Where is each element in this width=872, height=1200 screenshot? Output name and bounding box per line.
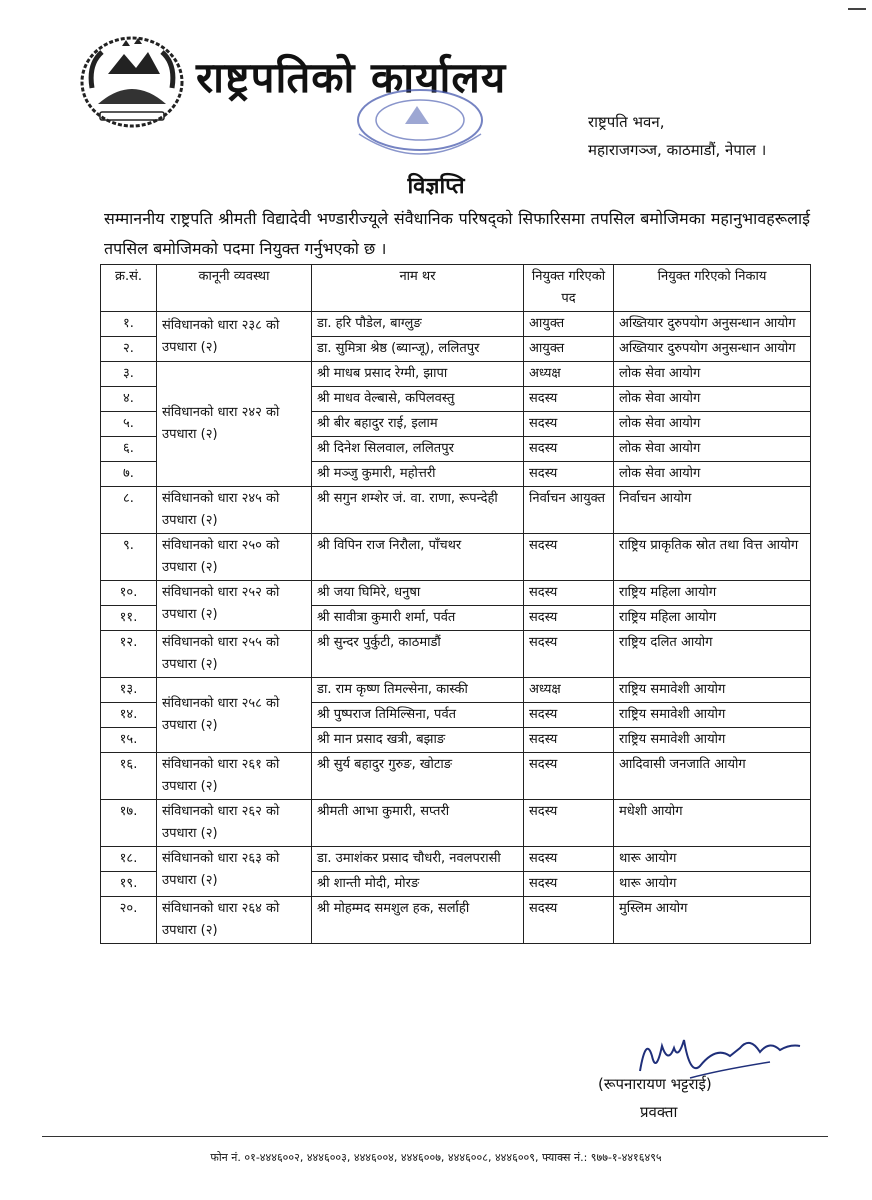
row-name: श्री विपिन राज निरौला, पाँचथर xyxy=(312,534,524,581)
row-name: श्री शान्ती मोदी, मोरङ xyxy=(312,872,524,897)
row-post: सदस्य xyxy=(524,606,614,631)
row-post: सदस्य xyxy=(524,800,614,847)
row-sn: ७. xyxy=(101,462,157,487)
col-header-post: नियुक्त गरिएको पद xyxy=(524,265,614,312)
office-address xyxy=(588,108,766,164)
office-name: राष्ट्रपतिको कार्यालय xyxy=(196,53,507,102)
table-row xyxy=(101,631,811,678)
row-body: राष्ट्रिय महिला आयोग xyxy=(614,606,811,631)
row-body: अख्तियार दुरुपयोग अनुसन्धान आयोग xyxy=(614,337,811,362)
row-body: निर्वाचन आयोग xyxy=(614,487,811,534)
row-post: सदस्य xyxy=(524,387,614,412)
row-post: सदस्य xyxy=(524,534,614,581)
row-law: संविधानको धारा २४५ को उपधारा (२) xyxy=(157,487,312,534)
row-name: डा. उमाशंकर प्रसाद चौधरी, नवलपरासी xyxy=(312,847,524,872)
row-body: राष्ट्रिय समावेशी आयोग xyxy=(614,678,811,703)
row-sn: १६. xyxy=(101,753,157,800)
table-row xyxy=(101,487,811,534)
table-row xyxy=(101,312,811,337)
row-sn: ४. xyxy=(101,387,157,412)
col-header-sn: क्र.सं. xyxy=(101,265,157,312)
row-sn: १७. xyxy=(101,800,157,847)
row-law: संविधानको धारा २३८ को उपधारा (२) xyxy=(157,312,312,362)
row-law: संविधानको धारा २६१ को उपधारा (२) xyxy=(157,753,312,800)
row-body: राष्ट्रिय प्राकृतिक स्रोत तथा वित्त आयोग xyxy=(614,534,811,581)
row-post: सदस्य xyxy=(524,872,614,897)
row-post: सदस्य xyxy=(524,728,614,753)
row-name: श्री मोहम्मद समशुल हक, सर्लाही xyxy=(312,897,524,944)
row-body: थारू आयोग xyxy=(614,847,811,872)
signer-name: (रूपनारायण भट्टराई) xyxy=(598,1075,712,1093)
national-emblem-logo xyxy=(78,34,186,130)
row-sn: ३. xyxy=(101,362,157,387)
row-law: संविधानको धारा २५५ को उपधारा (२) xyxy=(157,631,312,678)
row-sn: १५. xyxy=(101,728,157,753)
row-post: सदस्य xyxy=(524,437,614,462)
row-name: डा. राम कृष्ण तिमल्सेना, कास्की xyxy=(312,678,524,703)
row-post: अध्यक्ष xyxy=(524,362,614,387)
row-post: सदस्य xyxy=(524,581,614,606)
table-row xyxy=(101,534,811,581)
row-sn: १०. xyxy=(101,581,157,606)
row-sn: ५. xyxy=(101,412,157,437)
address-line-2: महाराजगञ्ज, काठमाडौं, नेपाल । xyxy=(588,141,767,159)
row-body: मुस्लिम आयोग xyxy=(614,897,811,944)
row-post: सदस्य xyxy=(524,753,614,800)
row-law: संविधानको धारा २६३ को उपधारा (२) xyxy=(157,847,312,897)
row-law: संविधानको धारा २५८ को उपधारा (२) xyxy=(157,678,312,753)
table-header-row xyxy=(101,265,811,312)
row-body: राष्ट्रिय समावेशी आयोग xyxy=(614,728,811,753)
row-sn: १३. xyxy=(101,678,157,703)
table-row xyxy=(101,678,811,703)
row-post: सदस्य xyxy=(524,703,614,728)
row-body: राष्ट्रिय समावेशी आयोग xyxy=(614,703,811,728)
row-sn: १९. xyxy=(101,872,157,897)
table-row xyxy=(101,753,811,800)
row-sn: ६. xyxy=(101,437,157,462)
col-header-body: नियुक्त गरिएको निकाय xyxy=(614,265,811,312)
table-row xyxy=(101,362,811,387)
row-sn: २. xyxy=(101,337,157,362)
row-name: श्री सुन्दर पुर्कुटी, काठमाडौं xyxy=(312,631,524,678)
page-edge-mark xyxy=(848,8,866,10)
footer-contact: फोन नं. ०१-४४४६००२, ४४४६००३, ४४४६००४, ४४४६००७, ४४४६००८, ४४४६००९, फ्याक्स नं.: ९७७-१-४४१६४९५ xyxy=(210,1151,662,1164)
row-name: श्री मञ्जु कुमारी, महोत्तरी xyxy=(312,462,524,487)
row-law: संविधानको धारा २४२ को उपधारा (२) xyxy=(157,362,312,487)
row-post: सदस्य xyxy=(524,897,614,944)
row-name: डा. सुमित्रा श्रेष्ठ (ब्यान्जू), ललितपुर xyxy=(312,337,524,362)
row-post: सदस्य xyxy=(524,847,614,872)
col-header-name: नाम थर xyxy=(312,265,524,312)
notice-heading: विज्ञप्ति xyxy=(407,174,465,199)
row-name: डा. हरि पौडेल, बाग्लुङ xyxy=(312,312,524,337)
row-body: राष्ट्रिय महिला आयोग xyxy=(614,581,811,606)
row-name: श्री मान प्रसाद खत्री, बझाङ xyxy=(312,728,524,753)
row-post: आयुक्त xyxy=(524,337,614,362)
row-name: श्री सुर्य बहादुर गुरुङ, खोटाङ xyxy=(312,753,524,800)
row-law: संविधानको धारा २५२ को उपधारा (२) xyxy=(157,581,312,631)
row-name: श्री माधब प्रसाद रेग्मी, झापा xyxy=(312,362,524,387)
row-body: राष्ट्रिय दलित आयोग xyxy=(614,631,811,678)
row-body: थारू आयोग xyxy=(614,872,811,897)
footer-divider xyxy=(42,1136,828,1137)
row-sn: ११. xyxy=(101,606,157,631)
row-sn: १. xyxy=(101,312,157,337)
signer-role: प्रवक्ता xyxy=(640,1103,678,1121)
table-row xyxy=(101,897,811,944)
row-name: श्री सगुन शम्शेर जं. वा. राणा, रूपन्देही xyxy=(312,487,524,534)
row-body: आदिवासी जनजाति आयोग xyxy=(614,753,811,800)
table-row xyxy=(101,847,811,872)
row-post: निर्वाचन आयुक्त xyxy=(524,487,614,534)
row-post: सदस्य xyxy=(524,462,614,487)
office-stamp xyxy=(345,84,495,164)
row-law: संविधानको धारा २५० को उपधारा (२) xyxy=(157,534,312,581)
row-body: लोक सेवा आयोग xyxy=(614,437,811,462)
row-post: सदस्य xyxy=(524,631,614,678)
row-sn: ८. xyxy=(101,487,157,534)
row-name: श्री दिनेश सिलवाल, ललितपुर xyxy=(312,437,524,462)
row-post: सदस्य xyxy=(524,412,614,437)
row-law: संविधानको धारा २६२ को उपधारा (२) xyxy=(157,800,312,847)
notice-intro: सम्माननीय राष्ट्रपति श्रीमती विद्यादेवी भण्डारीज्यूले संवैधानिक परिषद्‌को सिफारिसमा तपसिल बमोजिमका महानुभावहरूलाई तपसिल बमोजिमको पदमा नियुक्त गर्नुभएको छ । xyxy=(104,209,810,258)
row-name: श्री जया घिमिरे, धनुषा xyxy=(312,581,524,606)
address-line-1: राष्ट्रपति भवन, xyxy=(588,113,665,131)
col-header-law: कानूनी व्यवस्था xyxy=(157,265,312,312)
row-name: श्री माधव वेल्बासे, कपिलवस्तु xyxy=(312,387,524,412)
row-sn: ९. xyxy=(101,534,157,581)
row-body: अख्तियार दुरुपयोग अनुसन्धान आयोग xyxy=(614,312,811,337)
row-sn: १४. xyxy=(101,703,157,728)
row-name: श्री सावीत्रा कुमारी शर्मा, पर्वत xyxy=(312,606,524,631)
appointments-table xyxy=(100,264,811,944)
row-body: लोक सेवा आयोग xyxy=(614,412,811,437)
row-name: श्री पुष्पराज तिमिल्सिना, पर्वत xyxy=(312,703,524,728)
table-row xyxy=(101,800,811,847)
table-row xyxy=(101,581,811,606)
row-sn: १८. xyxy=(101,847,157,872)
row-post: अध्यक्ष xyxy=(524,678,614,703)
row-post: आयुक्त xyxy=(524,312,614,337)
row-law: संविधानको धारा २६४ को उपधारा (२) xyxy=(157,897,312,944)
row-sn: १२. xyxy=(101,631,157,678)
row-name: श्री बीर बहादुर राई, इलाम xyxy=(312,412,524,437)
row-body: लोक सेवा आयोग xyxy=(614,362,811,387)
row-body: लोक सेवा आयोग xyxy=(614,387,811,412)
row-body: लोक सेवा आयोग xyxy=(614,462,811,487)
row-sn: २०. xyxy=(101,897,157,944)
row-body: मधेशी आयोग xyxy=(614,800,811,847)
row-name: श्रीमती आभा कुमारी, सप्तरी xyxy=(312,800,524,847)
